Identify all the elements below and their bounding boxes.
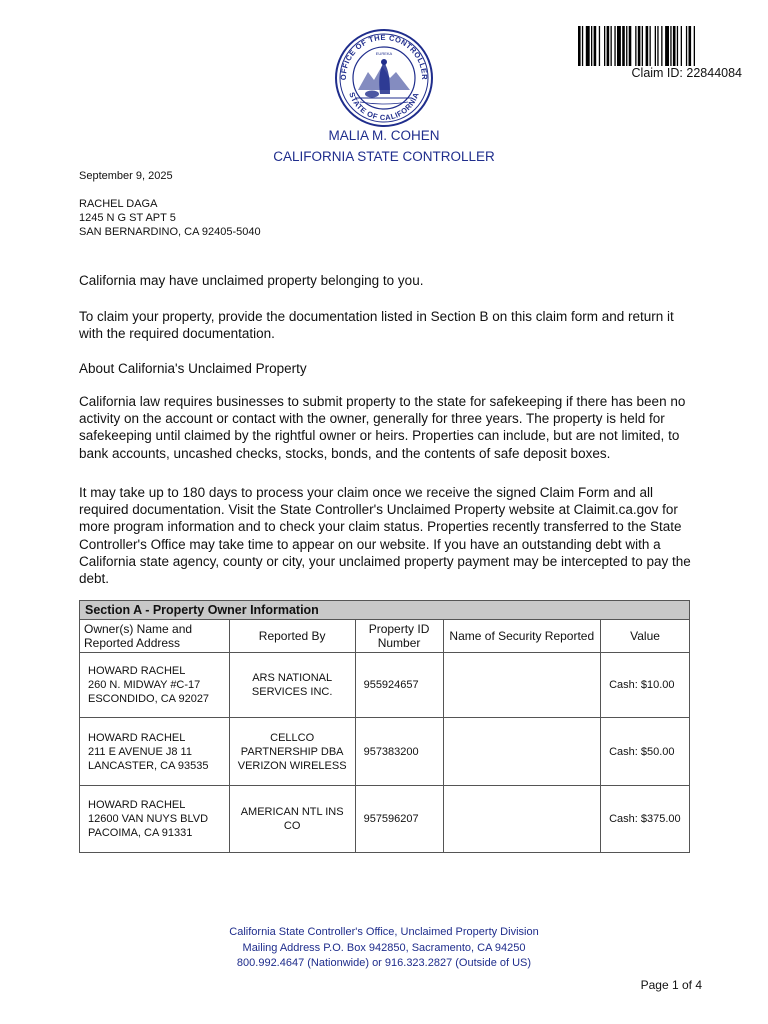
owner-cell: HOWARD RACHEL 12600 VAN NUYS BLVD PACOIMA, CA 91331 xyxy=(80,786,230,853)
state-controller-seal xyxy=(334,28,434,128)
controller-name: MALIA M. COHEN xyxy=(328,128,440,143)
barcode xyxy=(578,26,742,66)
security-cell xyxy=(443,786,601,853)
footer-contact xyxy=(0,925,768,972)
footer-phone: 800.992.4647 (Nationwide) or 916.323.2827 (Outside of US) xyxy=(236,957,532,969)
col-reported-by: Reported By xyxy=(229,620,355,653)
table-row xyxy=(80,718,690,786)
page-number: Page 1 of 4 xyxy=(640,978,702,992)
col-value: Value xyxy=(601,620,690,653)
section-a-title: Section A - Property Owner Information xyxy=(80,601,690,620)
recipient-city: SAN BERNARDINO, CA 92405-5040 xyxy=(79,226,261,238)
controller-title: CALIFORNIA STATE CONTROLLER xyxy=(273,149,495,164)
col-property-id: Property ID Number xyxy=(355,620,443,653)
reported-by-cell: ARS NATIONAL SERVICES INC. xyxy=(229,653,355,718)
value-cell: Cash: $10.00 xyxy=(601,653,690,718)
about-heading: About California's Unclaimed Property xyxy=(79,361,307,376)
recipient-street: 1245 N G ST APT 5 xyxy=(79,212,176,224)
security-cell xyxy=(443,718,601,786)
security-cell xyxy=(443,653,601,718)
property-id-cell: 955924657 xyxy=(355,653,443,718)
table-header-row xyxy=(80,620,690,653)
instructions-paragraph: To claim your property, provide the documentation listed in Section B on this claim form and return it with the required documentation. xyxy=(79,309,674,342)
property-id-cell: 957596207 xyxy=(355,786,443,853)
intro-paragraph: California may have unclaimed property belonging to you. xyxy=(79,273,424,288)
owner-cell: HOWARD RACHEL 211 E AVENUE J8 11 LANCASTER, CA 93535 xyxy=(80,718,230,786)
letter-date: September 9, 2025 xyxy=(79,170,173,182)
table-row xyxy=(80,786,690,853)
law-paragraph: California law requires businesses to submit property to the state for safekeeping if there has been no activity on the account or contact with the owner, generally for three years. The property is held for safekeeping until claimed by the rightful owner or heirs. Properties can include, but are not limited, to bank accounts, uncashed checks, stocks, bonds, and the contents of safe deposit boxes. xyxy=(79,394,686,461)
svg-text:OFFICE OF THE CONTROLLER: OFFICE OF THE CONTROLLER xyxy=(338,32,430,81)
svg-text:STATE OF CALIFORNIA: STATE OF CALIFORNIA xyxy=(347,91,421,123)
recipient-name: RACHEL DAGA xyxy=(79,198,158,210)
processing-paragraph: It may take up to 180 days to process your claim once we receive the signed Claim Form and all required documentation. Visit the State Controller's Unclaimed Property website at Claimit.ca.gov for more program information and to check your claim status. Properties recently transferred to the State Controller's Office may take time to appear on our website. If you have an outstanding debt with a California state agency, county or city, your unclaimed property payment may be intercepted to pay the debt. xyxy=(79,485,691,587)
col-owner: Owner(s) Name and Reported Address xyxy=(80,620,230,653)
reported-by-cell: CELLCO PARTNERSHIP DBA VERIZON WIRELESS xyxy=(229,718,355,786)
svg-text:EUREKA: EUREKA xyxy=(375,51,393,56)
property-owner-table xyxy=(79,600,690,853)
footer-mailing-address: Mailing Address P.O. Box 942850, Sacramento, CA 94250 xyxy=(242,941,526,954)
owner-cell: HOWARD RACHEL 260 N. MIDWAY #C-17 ESCONDIDO, CA 92027 xyxy=(80,653,230,718)
claim-id: Claim ID: 22844084 xyxy=(631,66,742,80)
footer-division: California State Controller's Office, Unclaimed Property Division xyxy=(229,926,539,938)
reported-by-cell: AMERICAN NTL INS CO xyxy=(229,786,355,853)
value-cell: Cash: $375.00 xyxy=(601,786,690,853)
value-cell: Cash: $50.00 xyxy=(601,718,690,786)
recipient-address xyxy=(79,197,261,239)
property-id-cell: 957383200 xyxy=(355,718,443,786)
col-security: Name of Security Reported xyxy=(443,620,601,653)
table-row xyxy=(80,653,690,718)
